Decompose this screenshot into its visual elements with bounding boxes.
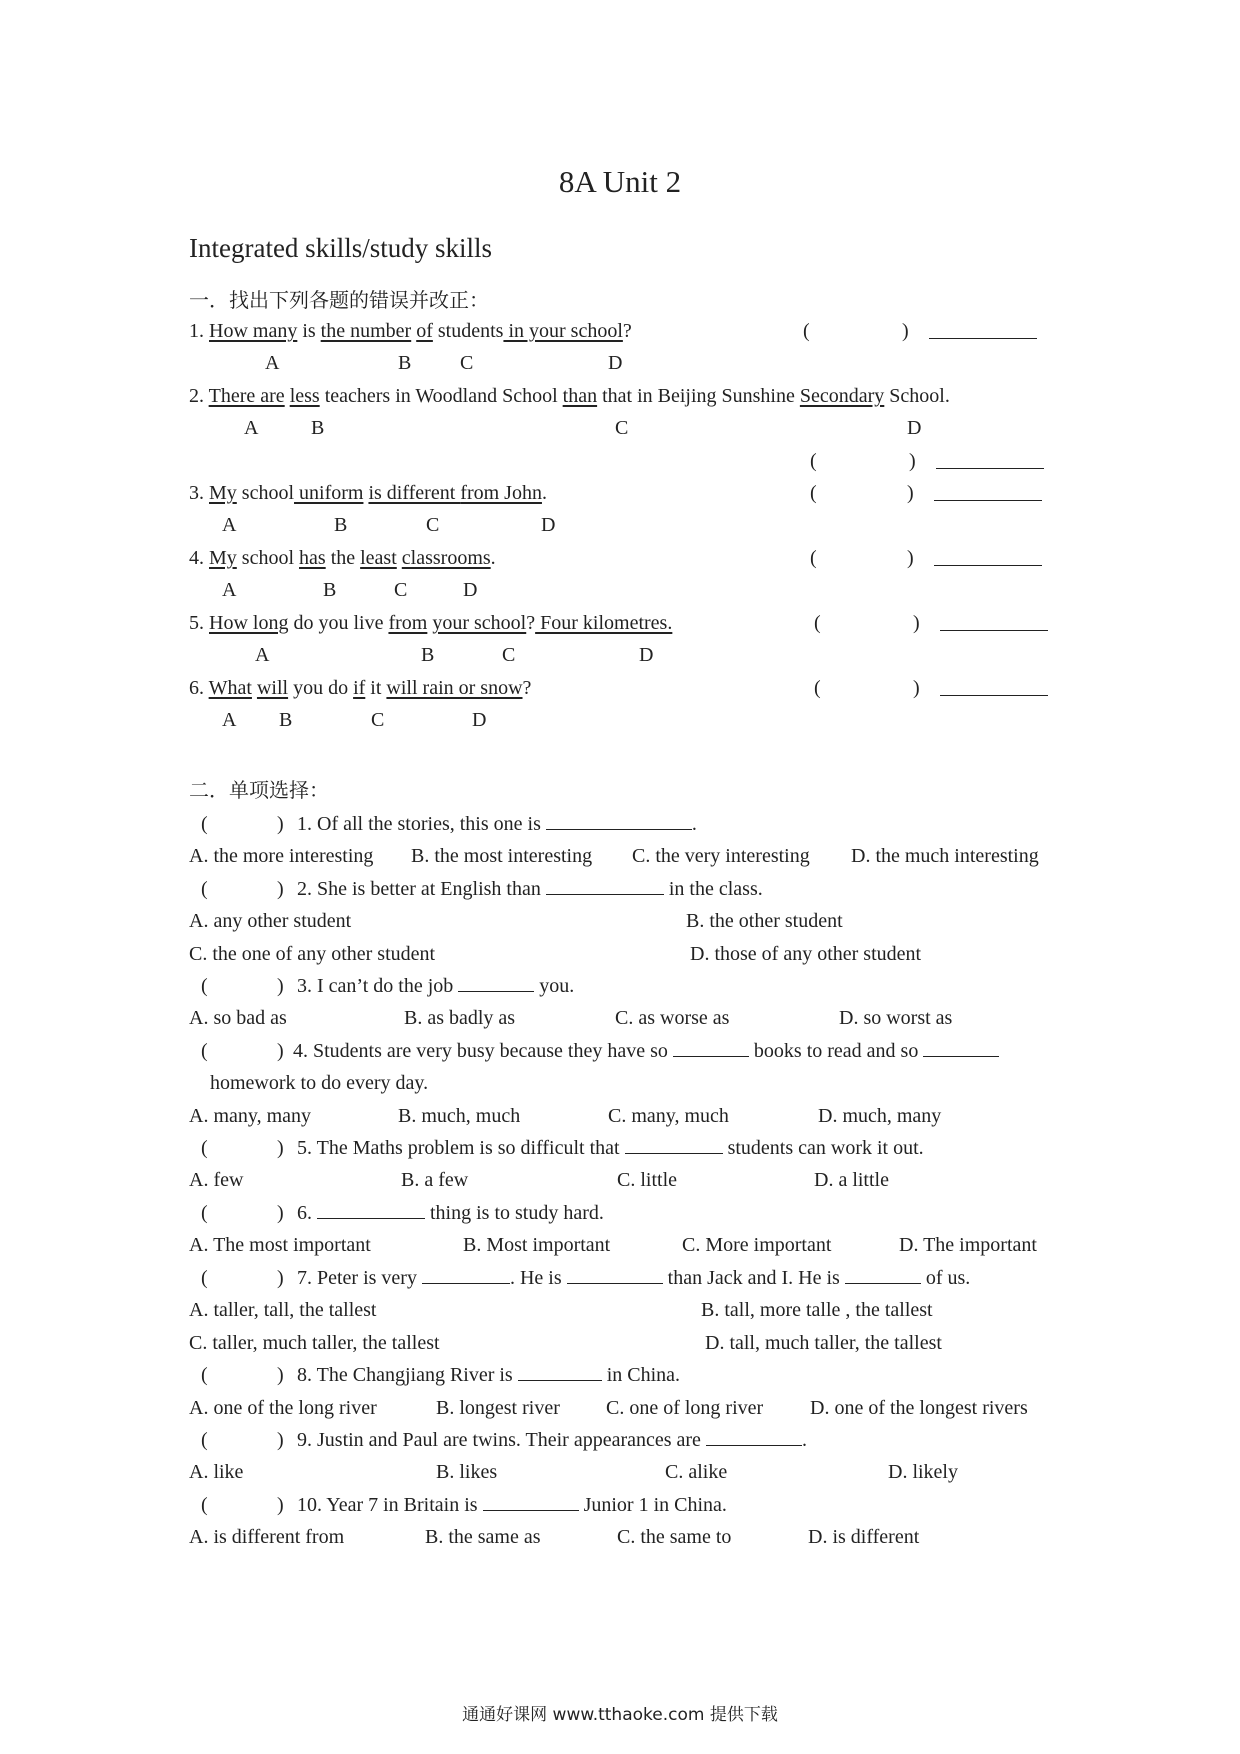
mc-options-4 [189,1101,1069,1131]
answer-paren-open: ( [810,450,817,472]
error-question-5 [189,608,1069,638]
letter-d: D [463,579,478,601]
option-a[interactable]: A. any other student [189,910,352,932]
option-b[interactable]: B. the most interesting [411,845,593,867]
answer-paren-close: ) [277,1364,284,1386]
underlined-part-a: How many [209,320,298,342]
option-b[interactable]: B. much, much [398,1105,521,1127]
correction-blank[interactable] [936,468,1044,469]
error-letters-5 [189,640,1069,670]
mc-options-2b [189,939,1069,969]
underlined-part-b: will [256,677,289,699]
question-number: 3. [189,482,204,504]
mc-options-1 [189,841,1069,871]
option-c[interactable]: C. alike [665,1461,728,1483]
underlined-part-d: in your school [503,320,623,342]
letter-c: C [615,417,629,439]
answer-paren-close: ) [277,813,284,835]
error-letters-3 [189,510,1069,540]
underlined-part-b: less [289,385,320,407]
answer-paren-open: ( [814,612,821,634]
stem-text: than Jack and I. He is [667,1267,840,1289]
error-question-4 [189,543,1069,573]
option-d[interactable]: D. likely [888,1461,958,1483]
text-segment: . [490,547,496,569]
option-d[interactable]: D. tall, much taller, the tallest [705,1332,942,1354]
stem-text: homework to do every day. [210,1072,429,1094]
option-a[interactable]: A. so bad as [189,1007,287,1029]
answer-paren-close: ) [909,450,916,472]
stem-text: Of all the stories, this one is [317,813,541,835]
underlined-part-c: is different [368,482,461,504]
text-segment: school [236,547,300,569]
stem-text: The Maths problem is so difficult that [316,1137,620,1159]
answer-paren-close: ) [277,878,284,900]
answer-blank[interactable] [567,1265,663,1284]
question-text [297,971,574,1001]
option-a[interactable]: A. is different from [189,1526,345,1548]
underlined-part-c: your school [432,612,527,634]
answer-paren-open: ( [201,1040,208,1062]
correction-blank[interactable] [940,695,1048,696]
question-number: 1. [189,320,204,342]
letter-b: B [279,709,293,731]
question-number: 6. [189,677,204,699]
letter-b: B [398,352,412,374]
answer-paren-close: ) [277,1494,284,1516]
answer-blank[interactable] [706,1427,802,1446]
answer-blank[interactable] [546,876,664,895]
stem-text: Peter is very [317,1267,417,1289]
question-text [297,1133,924,1163]
answer-paren-open: ( [201,1364,208,1386]
section2-heading: 二．单项选择： [189,778,329,802]
letter-d: D [639,644,654,666]
answer-paren-close: ) [907,482,914,504]
option-b[interactable]: B. as badly as [404,1007,516,1029]
question-number: 2. [297,878,312,900]
letter-c: C [502,644,516,666]
underlined-part-c: of [416,320,433,342]
text-segment: . [541,482,547,504]
text-segment: you do [288,677,354,699]
text-segment: that in Beijing Sunshine [597,385,800,407]
option-d[interactable]: D. The important [899,1234,1037,1256]
option-b[interactable]: B. Most important [463,1234,611,1256]
option-b[interactable]: B. the other student [686,910,843,932]
option-c[interactable]: C. the one of any other student [189,943,436,965]
mc-options-8 [189,1393,1069,1423]
answer-paren-open: ( [803,320,810,342]
page-footer: 通通好课网 www.tthaoke.com 提供下载 [462,1705,778,1725]
answer-blank[interactable] [625,1135,723,1154]
answer-blank[interactable] [483,1492,579,1511]
question-text [297,1490,727,1520]
underlined-part-a: What [208,677,252,699]
option-c[interactable]: C. the same to [617,1526,732,1548]
underlined-part-d: from John [460,482,542,504]
letter-b: B [421,644,435,666]
answer-paren-close: ) [277,1040,284,1062]
answer-paren-open: ( [201,878,208,900]
underlined-part-c: than [562,385,598,407]
text-segment: ? [622,320,632,342]
option-c[interactable]: C. many, much [608,1105,729,1127]
mc-question-9 [189,1425,1089,1455]
answer-blank[interactable] [923,1038,999,1057]
answer-blank[interactable] [546,811,692,830]
stem-text: . [691,813,697,835]
underlined-part-a: There are [208,385,285,407]
option-d[interactable]: D. one of the longest rivers [810,1397,1028,1419]
mc-question-1 [189,809,1089,839]
option-d[interactable]: D. is different [808,1526,920,1548]
underlined-part-a: How long [209,612,289,634]
stem-text: in the class. [668,878,763,900]
answer-paren-close: ) [277,1137,284,1159]
stem-text: Students are very busy because they have so [313,1040,668,1062]
option-c[interactable]: C. the very interesting [632,845,810,867]
letter-c: C [460,352,474,374]
option-b[interactable]: B. tall, more talle , the tallest [701,1299,933,1321]
answer-blank[interactable] [458,973,534,992]
letter-c: C [394,579,408,601]
text-segment: it [365,677,387,699]
error-letters-1 [189,348,1069,378]
text-segment: is [297,320,321,342]
correction-blank[interactable] [940,630,1048,631]
option-d[interactable]: D. so worst as [839,1007,953,1029]
option-c[interactable]: C. as worse as [615,1007,730,1029]
question-text [297,1425,807,1455]
mc-question-6 [189,1198,1089,1228]
underlined-part-d: Secondary [799,385,885,407]
text-segment: ? [526,612,536,634]
answer-paren-close: ) [277,1429,284,1451]
option-a[interactable]: A. many, many [189,1105,312,1127]
stem-text: books to read and so [753,1040,919,1062]
answer-paren-open: ( [201,813,208,835]
mc-options-7b [189,1328,1069,1358]
question-text [293,1036,999,1066]
mc-question-3 [189,971,1089,1001]
answer-paren-close: ) [902,320,909,342]
answer-paren-open: ( [201,1137,208,1159]
mc-question-4 [189,1036,1089,1066]
stem-text: The Changjiang River is [316,1364,513,1386]
question-text [297,1263,970,1293]
letter-a: A [222,579,237,601]
text-segment: the [325,547,361,569]
correction-blank[interactable] [934,565,1042,566]
option-b[interactable]: B. the same as [425,1526,541,1548]
option-a[interactable]: A. one of the long river [189,1397,377,1419]
underlined-part-b: has [299,547,326,569]
option-a[interactable]: A. few [189,1169,244,1191]
answer-paren-open: ( [810,482,817,504]
option-a[interactable]: A. taller, tall, the tallest [189,1299,377,1321]
letter-c: C [426,514,440,536]
option-b[interactable]: B. a few [401,1169,469,1191]
answer-paren-close: ) [277,1202,284,1224]
mc-question-5 [189,1133,1089,1163]
answer-paren-close: ) [913,612,920,634]
letter-b: B [311,417,325,439]
answer-blank[interactable] [673,1038,749,1057]
question-text [297,809,697,839]
question-number: 1. [297,813,312,835]
answer-paren-open: ( [201,1494,208,1516]
question-number: 9. [297,1429,312,1451]
letter-a: A [222,709,237,731]
question-number: 3. [297,975,312,997]
question-text [297,874,763,904]
answer-blank[interactable] [422,1265,510,1284]
answer-blank[interactable] [845,1265,921,1284]
answer-paren-close: ) [913,677,920,699]
answer-paren-open: ( [201,975,208,997]
page-title: 8A Unit 2 [558,164,682,199]
mc-question-8 [189,1360,1089,1390]
option-d[interactable]: D. much, many [818,1105,942,1127]
stem-text: . [801,1429,807,1451]
stem-text: She is better at English than [317,878,541,900]
error-question-6 [189,673,1069,703]
mc-options-2a [189,906,1069,936]
underlined-part-b: from [388,612,428,634]
error-question-2 [189,381,1069,411]
error-question-1 [189,316,1069,346]
underlined-part-c: if [353,677,366,699]
question-number: 5. [189,612,204,634]
text-segment: school [236,482,295,504]
letter-d: D [608,352,623,374]
letter-b: B [334,514,348,536]
question-number: 4. [293,1040,308,1062]
letter-a: A [222,514,237,536]
answer-paren-open: ( [814,677,821,699]
letter-a: A [255,644,270,666]
correction-blank[interactable] [929,338,1037,339]
question-number: 5. [297,1137,312,1159]
mc-options-10 [189,1522,1069,1552]
text-segment: ? [522,677,532,699]
answer-row-2 [189,446,1069,476]
option-b[interactable]: B. likes [436,1461,498,1483]
text-segment: teachers in Woodland School [319,385,563,407]
option-b[interactable]: B. longest river [436,1397,560,1419]
stem-text: Year 7 in Britain is [326,1494,478,1516]
mc-options-3 [189,1003,1069,1033]
question-text [297,1360,680,1390]
option-d[interactable]: D. those of any other student [690,943,922,965]
letter-a: A [244,417,259,439]
mc-question-2 [189,874,1089,904]
mc-options-6 [189,1230,1069,1260]
answer-paren-open: ( [810,547,817,569]
question-text [297,1198,604,1228]
text-segment: do you live [288,612,389,634]
answer-blank[interactable] [518,1362,602,1381]
letter-d: D [907,417,922,439]
letter-c: C [371,709,385,731]
error-letters-6 [189,705,1069,735]
stem-text: students can work it out. [727,1137,924,1159]
underlined-part-a: My [209,547,237,569]
answer-paren-open: ( [201,1267,208,1289]
option-c[interactable]: C. one of long river [606,1397,764,1419]
underlined-part-d: will rain or snow [386,677,523,699]
answer-blank[interactable] [317,1200,425,1219]
text-segment: students [432,320,504,342]
option-d[interactable]: D. the much interesting [851,845,1039,867]
letter-b: B [323,579,337,601]
answer-paren-close: ) [907,547,914,569]
stem-text: . He is [509,1267,562,1289]
stem-text: in China. [606,1364,681,1386]
mc-options-9 [189,1457,1069,1487]
page-subtitle: Integrated skills/study skills [189,233,492,263]
stem-text: Junior 1 in China. [583,1494,727,1516]
question-number: 4. [189,547,204,569]
letter-d: D [472,709,487,731]
option-c[interactable]: C. taller, much taller, the tallest [189,1332,440,1354]
text-segment: School. [884,385,950,407]
stem-text: you. [539,975,575,997]
question-number: 8. [297,1364,312,1386]
question-number: 10. [297,1494,322,1516]
stem-text: of us. [925,1267,971,1289]
question-number: 6. [297,1202,312,1224]
underlined-part-d: classrooms [401,547,491,569]
underlined-part-a: My [209,482,237,504]
question-number: 2. [189,385,204,407]
stem-text: Justin and Paul are twins. Their appearances are [317,1429,701,1451]
underlined-part-b: uniform [294,482,364,504]
section1-heading: 一．找出下列各题的错误并改正： [189,288,489,312]
answer-paren-close: ) [277,1267,284,1289]
underlined-part-d: Four kilometres. [535,612,673,634]
stem-text: thing is to study hard. [430,1202,604,1224]
mc-options-5 [189,1165,1069,1195]
option-a[interactable]: A. like [189,1461,244,1483]
correction-blank[interactable] [934,500,1042,501]
answer-paren-open: ( [201,1429,208,1451]
error-letters-2 [189,413,1069,443]
underlined-part-b: the number [320,320,412,342]
answer-paren-close: ) [277,975,284,997]
option-c[interactable]: C. little [617,1169,677,1191]
stem-text: I can’t do the job [317,975,454,997]
question-number: 7. [297,1267,312,1289]
option-c[interactable]: C. More important [682,1234,832,1256]
mc-options-7a [189,1295,1069,1325]
option-d[interactable]: D. a little [814,1169,889,1191]
mc-question-7 [189,1263,1089,1293]
underlined-part-c: least [360,547,397,569]
letter-d: D [541,514,556,536]
error-question-3 [189,478,1069,508]
option-a[interactable]: A. The most important [189,1234,371,1256]
option-a[interactable]: A. the more interesting [189,845,374,867]
answer-paren-open: ( [201,1202,208,1224]
mc-question-10 [189,1490,1089,1520]
error-letters-4 [189,575,1069,605]
letter-a: A [265,352,280,374]
